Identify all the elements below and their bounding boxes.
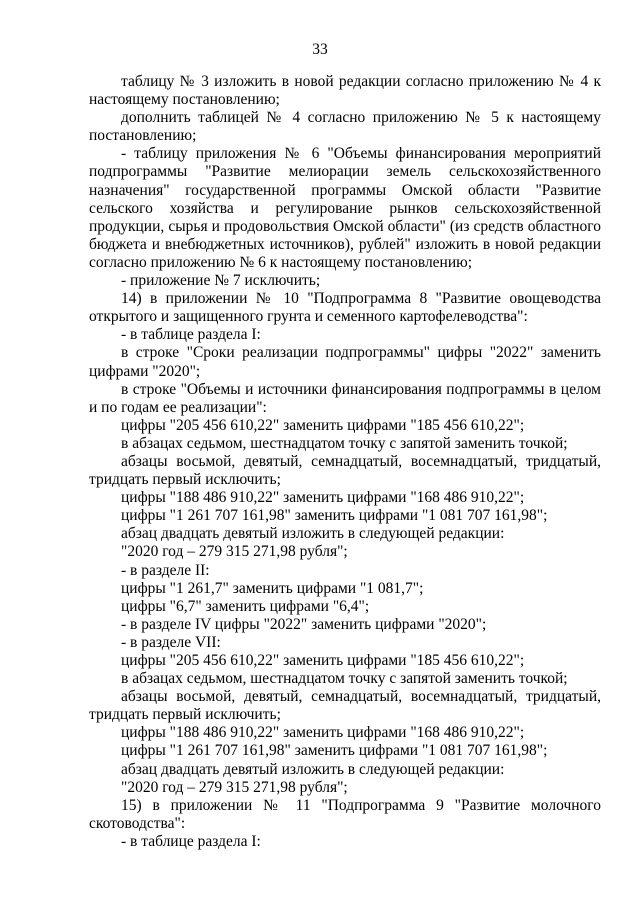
paragraph: 15) в приложении № 11 "Подпрограмма 9 "Развитие молочного скотоводства": <box>89 796 601 832</box>
paragraph: "2020 год – 279 315 271,98 рубля"; <box>121 543 348 561</box>
paragraph: цифры "1 261,7" заменить цифрами "1 081,7"; <box>121 579 424 597</box>
paragraph: цифры "205 456 610,22" заменить цифрами "185 456 610,22"; <box>121 652 525 669</box>
paragraph: - в таблице раздела I: <box>121 832 261 850</box>
paragraph: таблицу № 3 изложить в новой редакции согласно приложению № 4 к настоящему постановлению; <box>89 73 601 109</box>
paragraph: абзац двадцать девятый изложить в следующей редакции: <box>121 760 505 778</box>
paragraph: цифры "1 261 707 161,98" заменить цифрами "1 081 707 161,98"; <box>121 742 548 760</box>
paragraph: 14) в приложении № 10 "Подпрограмма 8 "Развитие овощеводства открытого и защищенного грунта и семенного картофелеводства": <box>89 290 601 326</box>
paragraph: цифры "188 486 910,22" заменить цифрами "168 486 910,22"; <box>121 489 525 507</box>
paragraph: - в таблице раздела I: <box>121 326 261 344</box>
paragraph: абзацы восьмой, девятый, семнадцатый, восемнадцатый, тридцатый, тридцать первый исключить; <box>89 688 601 724</box>
paragraph: дополнить таблицей № 4 согласно приложению № 5 к настоящему постановлению; <box>89 109 601 145</box>
paragraph: в абзацах седьмом, шестнадцатом точку с запятой заменить точкой; <box>121 434 568 452</box>
paragraph: в строке "Объемы и источники финансирования подпрограммы в целом и по годам ее реализации": <box>89 380 601 416</box>
paragraph: - таблицу приложения № 6 "Объемы финансирования мероприятий подпрограммы "Развитие мелиорации земель сельскохозяйственного назначения" государственной программы Омской области "Развитие сельского хозяйства и регулирование рынков сельскохозяйственной продукции, сырья и продовольствия Омской области" (из средств областного бюджета и внебюджетных источников), рублей" изложить в новой редакции согласно приложению № 6 к настоящему постановлению; <box>89 145 601 271</box>
paragraph: в строке "Сроки реализации подпрограммы" цифры "2022" заменить цифрами "2020"; <box>89 344 601 380</box>
paragraph: - в разделе II: <box>121 561 210 579</box>
document-body <box>89 73 601 851</box>
paragraph: "2020 год – 279 315 271,98 рубля"; <box>121 778 348 796</box>
page-number: 33 <box>312 41 328 58</box>
paragraph: - в разделе VII: <box>121 633 221 651</box>
paragraph: - в разделе IV цифры "2022" заменить цифрами "2020"; <box>121 615 487 633</box>
paragraph: цифры "205 456 610,22" заменить цифрами "185 456 610,22"; <box>121 416 525 434</box>
paragraph: абзацы восьмой, девятый, семнадцатый, восемнадцатый, тридцатый, тридцать первый исключить; <box>89 452 601 489</box>
paragraph: цифры "1 261 707 161,98" заменить цифрами "1 081 707 161,98"; <box>121 507 548 525</box>
paragraph: в абзацах седьмом, шестнадцатом точку с запятой заменить точкой; <box>121 670 568 688</box>
paragraph: цифры "6,7" заменить цифрами "6,4"; <box>121 597 370 615</box>
paragraph: цифры "188 486 910,22" заменить цифрами "168 486 910,22"; <box>121 724 525 742</box>
paragraph: - приложение № 7 исключить; <box>121 272 321 290</box>
paragraph: абзац двадцать девятый изложить в следующей редакции: <box>121 525 505 543</box>
